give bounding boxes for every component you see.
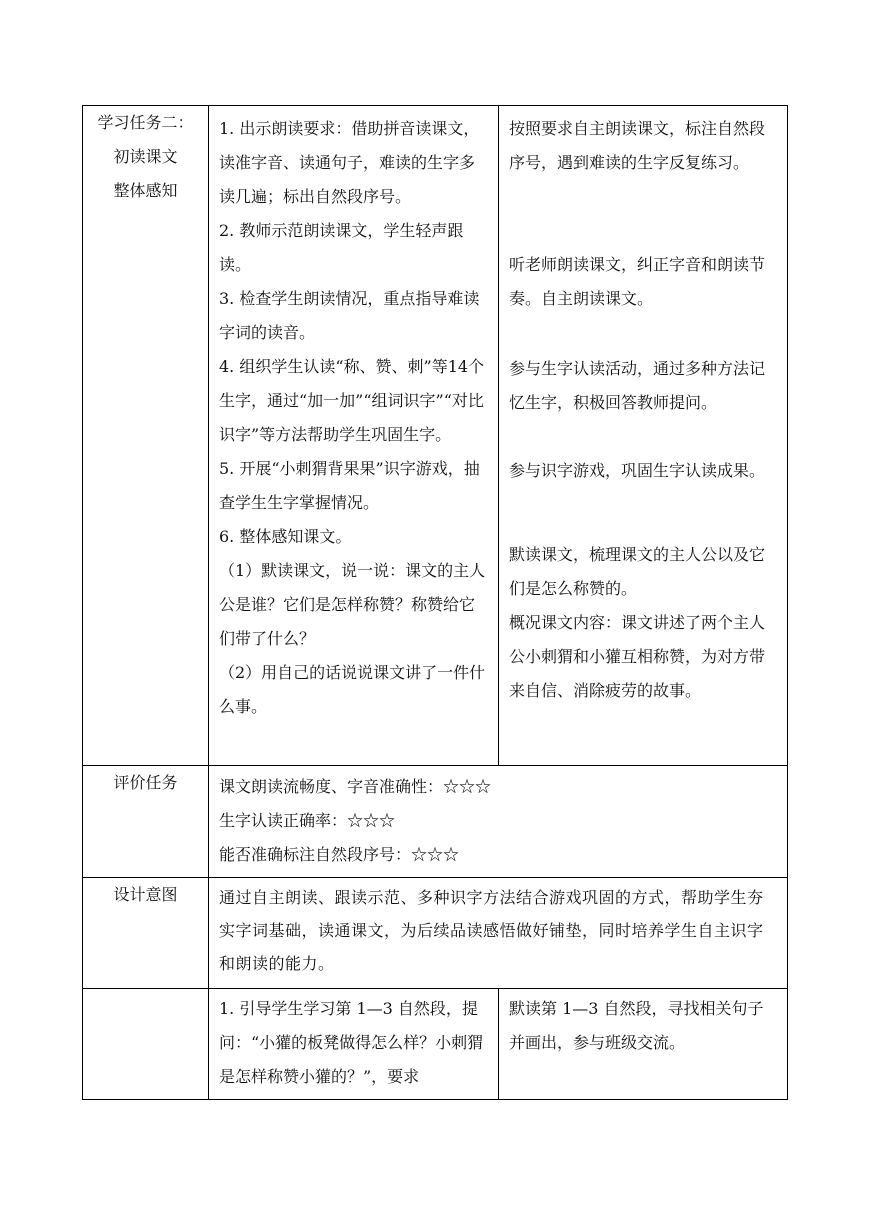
teacher-step-6: 6. 整体感知课文。 (219, 527, 352, 546)
evaluation-item-1: 课文朗读流畅度、字音准确性：☆☆☆ (219, 777, 492, 796)
design-label: 设计意图 (113, 885, 178, 904)
teacher-step-1: 1. 出示朗读要求：借助拼音读课文，读准字音、读通句子，难读的生字多读几遍；标出自然段序号。 (219, 119, 480, 206)
design-text: 通过自主朗读、跟读示范、多种识字方法结合游戏巩固的方式，帮助学生夯实字词基础，读通课文，为后续品读感悟做好铺垫，同时培养学生自主识字和朗读的能力。 (219, 888, 764, 973)
design-row (83, 878, 788, 989)
teacher-step-6-sub-2: （2）用自己的话说说课文讲了一件什么事。 (219, 663, 486, 716)
task3-label-cell (83, 989, 209, 1100)
task2-label-line-3: 整体感知 (113, 181, 178, 200)
evaluation-label-cell (83, 766, 209, 878)
student-activity-1: 按照要求自主朗读课文，标注自然段序号，遇到难读的生字反复练习。 (509, 119, 766, 172)
task2-teacher-cell (209, 106, 499, 766)
task2-label-line-2: 初读课文 (113, 147, 178, 166)
evaluation-items-cell (209, 766, 788, 878)
student-activity-2: 听老师朗读课文，纠正字音和朗读节奏。自主朗读课文。 (509, 255, 766, 308)
student-activity-3: 参与生字认读活动，通过多种方法记忆生字，积极回答教师提问。 (509, 359, 766, 412)
task3-teacher-cell (209, 989, 499, 1100)
teacher-step-5: 5. 开展“小刺猬背果果”识字游戏，抽查学生生字掌握情况。 (219, 459, 480, 512)
evaluation-item-3: 能否准确标注自然段序号：☆☆☆ (219, 845, 460, 864)
evaluation-label: 评价任务 (113, 773, 178, 792)
student-activity-4: 参与识字游戏，巩固生字认读成果。 (509, 461, 766, 480)
teacher-step-6-sub-1: （1）默读课文，说一说：课文的主人公是谁？它们是怎样称赞？称赞给它们带了什么？ (219, 561, 486, 648)
teacher-step-3: 3. 检查学生朗读情况，重点指导难读字词的读音。 (219, 289, 480, 342)
student-activity-5: 默读课文，梳理课文的主人公以及它们是怎么称赞的。 (509, 545, 766, 598)
task3-teacher-step-1: 1. 引导学生学习第 1—3 自然段，提问：“小獾的板凳做得怎么样？小刺猬是怎样称赞小獾的？”，要求 (219, 999, 484, 1086)
teacher-step-2: 2. 教师示范朗读课文，学生轻声跟读。 (219, 221, 464, 274)
task2-label-line-1: 学习任务二： (97, 113, 194, 132)
task3-row (83, 989, 788, 1100)
teacher-step-4: 4. 组织学生认读“称、赞、刺”等14个生字，通过“加一加”“组词识字”“对比识字”等方法帮助学生巩固生字。 (219, 357, 485, 444)
task2-student-cell (499, 106, 788, 766)
task3-student-activity-1: 默读第 1—3 自然段，寻找相关句子并画出，参与班级交流。 (509, 999, 764, 1052)
design-text-cell (209, 878, 788, 989)
task2-row (83, 106, 788, 766)
task3-student-cell (499, 989, 788, 1100)
design-label-cell (83, 878, 209, 989)
evaluation-row (83, 766, 788, 878)
evaluation-item-2: 生字认读正确率：☆☆☆ (219, 811, 396, 830)
student-activity-6: 概况课文内容：课文讲述了两个主人公小刺猬和小獾互相称赞，为对方带来自信、消除疲劳的故事。 (509, 613, 766, 700)
task2-label-cell (83, 106, 209, 766)
lesson-plan-table (82, 105, 788, 1100)
